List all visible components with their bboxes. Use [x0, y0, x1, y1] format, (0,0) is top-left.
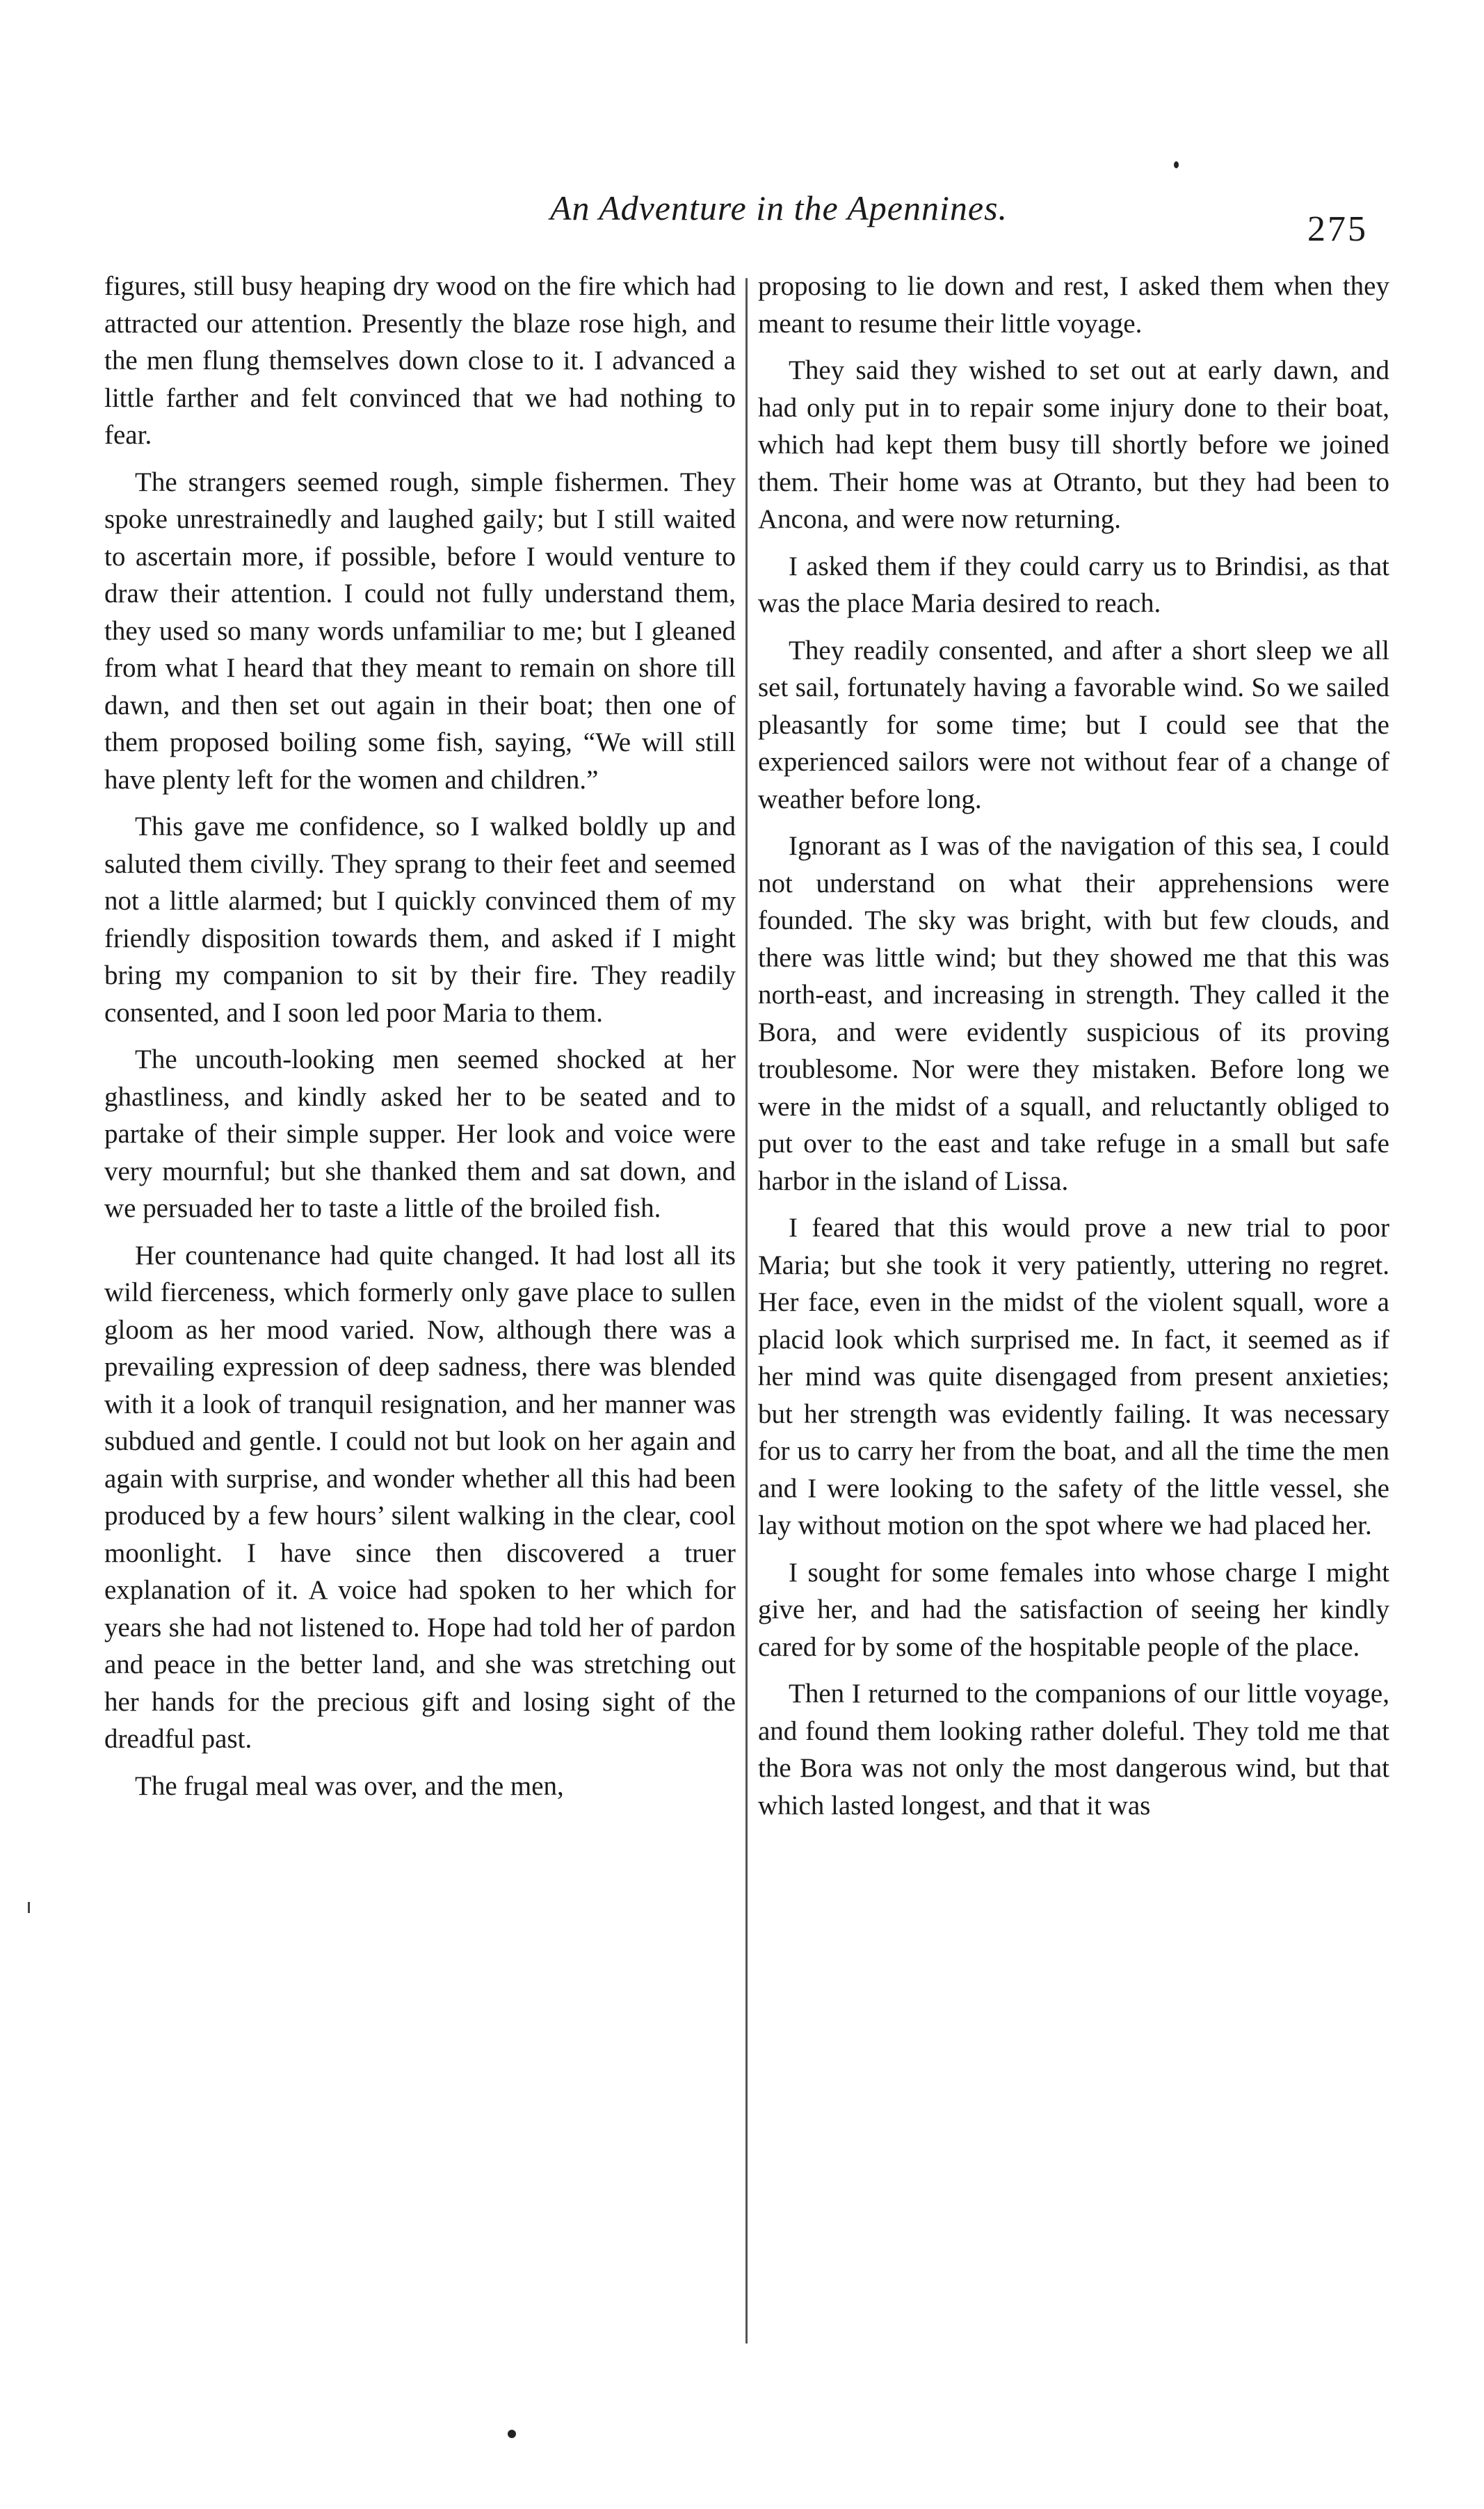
- column-divider: [745, 278, 748, 2343]
- page-number: 275: [1307, 209, 1368, 249]
- paragraph: They said they wished to set out at early dawn, and had only put in to repair some injury done to their boat, which had kept them busy till shortly before we joined them. Their home was at Otranto, but they had been to Ancona, and were now returning.: [758, 355, 1389, 534]
- paragraph: The strangers seemed rough, simple fishermen. They spoke unrestrainedly and laughed gaily; but I still waited to ascertain more, if possible, before I would venture to draw their attention. I could not fully understand them, they used so many words unfamiliar to me; but I gleaned from what I heard that they meant to remain on shore till dawn, and then set out again in their boat; then one of them proposed boiling some fish, saying, “We will still have plenty left for the women and children.”: [104, 467, 736, 795]
- paragraph: I asked them if they could carry us to Brindisi, as that was the place Maria desired to reach.: [758, 551, 1389, 618]
- paragraph: They readily consented, and after a short sleep we all set sail, fortunately having a favorable wind. So we sailed pleasantly for some time; but I could see that the experienced sailors were not without fear of a change of weather before long.: [758, 635, 1389, 814]
- paragraph: figures, still busy heaping dry wood on the fire which had attracted our attention. Presently the blaze rose high, and the men flung themselves down close to it. I advanced a little farther and felt convinced that we had nothing to fear.: [104, 271, 736, 450]
- ink-dot: [508, 2430, 516, 2438]
- paragraph: The uncouth-looking men seemed shocked at her ghastliness, and kindly asked her to be seated and to partake of their simple supper. Her look and voice were very mournful; but she thanked them and sat down, and we persuaded her to taste a little of the broiled fish.: [104, 1044, 736, 1223]
- paragraph: proposing to lie down and rest, I asked them when they meant to resume their little voyage.: [758, 271, 1389, 339]
- paragraph: Her countenance had quite changed. It had lost all its wild fierceness, which formerly only gave place to sullen gloom as her mood varied. Now, although there was a prevailing expression of deep sadness, there was blended with it a look of tranquil resignation, and her manner was subdued and gentle. I could not but look on her again and again with surprise, and wonder whether all this had been produced by a few hours’ silent walking in the clear, cool moonlight. I have since then discovered a truer explanation of it. A voice had spoken to her which for years she had not listened to. Hope had told her of pardon and peace in the better land, and she was stretching out her hands for the precious gift and losing sight of the dreadful past.: [104, 1240, 736, 1754]
- left-column: [104, 268, 736, 1814]
- paragraph: This gave me confidence, so I walked boldly up and saluted them civilly. They sprang to their feet and seemed not a little alarmed; but I quickly convinced them of my friendly disposition towards them, and asked if I might bring my companion to sit by their fire. They readily consented, and I soon led poor Maria to them.: [104, 812, 736, 1028]
- paragraph: The frugal meal was over, and the men,: [135, 1770, 564, 1801]
- paragraph: Ignorant as I was of the navigation of this sea, I could not understand on what their apprehensions were founded. The sky was bright, with but few clouds, and there was little wind; but they showed me that this was north-east, and increasing in strength. They called it the Bora, and were evidently suspicious of its proving troublesome. Nor were they mistaken. Before long we were in the midst of a squall, and reluctantly obliged to put over to the east and take refuge in a small but safe harbor in the island of Lissa.: [758, 831, 1389, 1196]
- right-column: [758, 268, 1389, 1834]
- paragraph: Then I returned to the companions of our little voyage, and found them looking rather doleful. They told me that the Bora was not only the most dangerous wind, but that which lasted longest, and that it was: [758, 1679, 1389, 1821]
- paragraph: I sought for some females into whose charge I might give her, and had the satisfaction of seeing her kindly cared for by some of the hospitable people of the place.: [758, 1557, 1389, 1662]
- margin-mark: [28, 1902, 30, 1913]
- running-title: An Adventure in the Apennines.: [549, 188, 1008, 227]
- paragraph: I feared that this would prove a new trial to poor Maria; but she took it very patiently, uttering no regret. Her face, even in the midst of the violent squall, wore a placid look which surprised me. In fact, it seemed as if her mind was quite disengaged from present anxieties; but her strength was evidently failing. It was necessary for us to carry her from the boat, and all the time the men and I were looking to the safety of the little vessel, she lay without motion on the spot where we had placed her.: [758, 1213, 1389, 1540]
- ink-speck: [1174, 161, 1179, 168]
